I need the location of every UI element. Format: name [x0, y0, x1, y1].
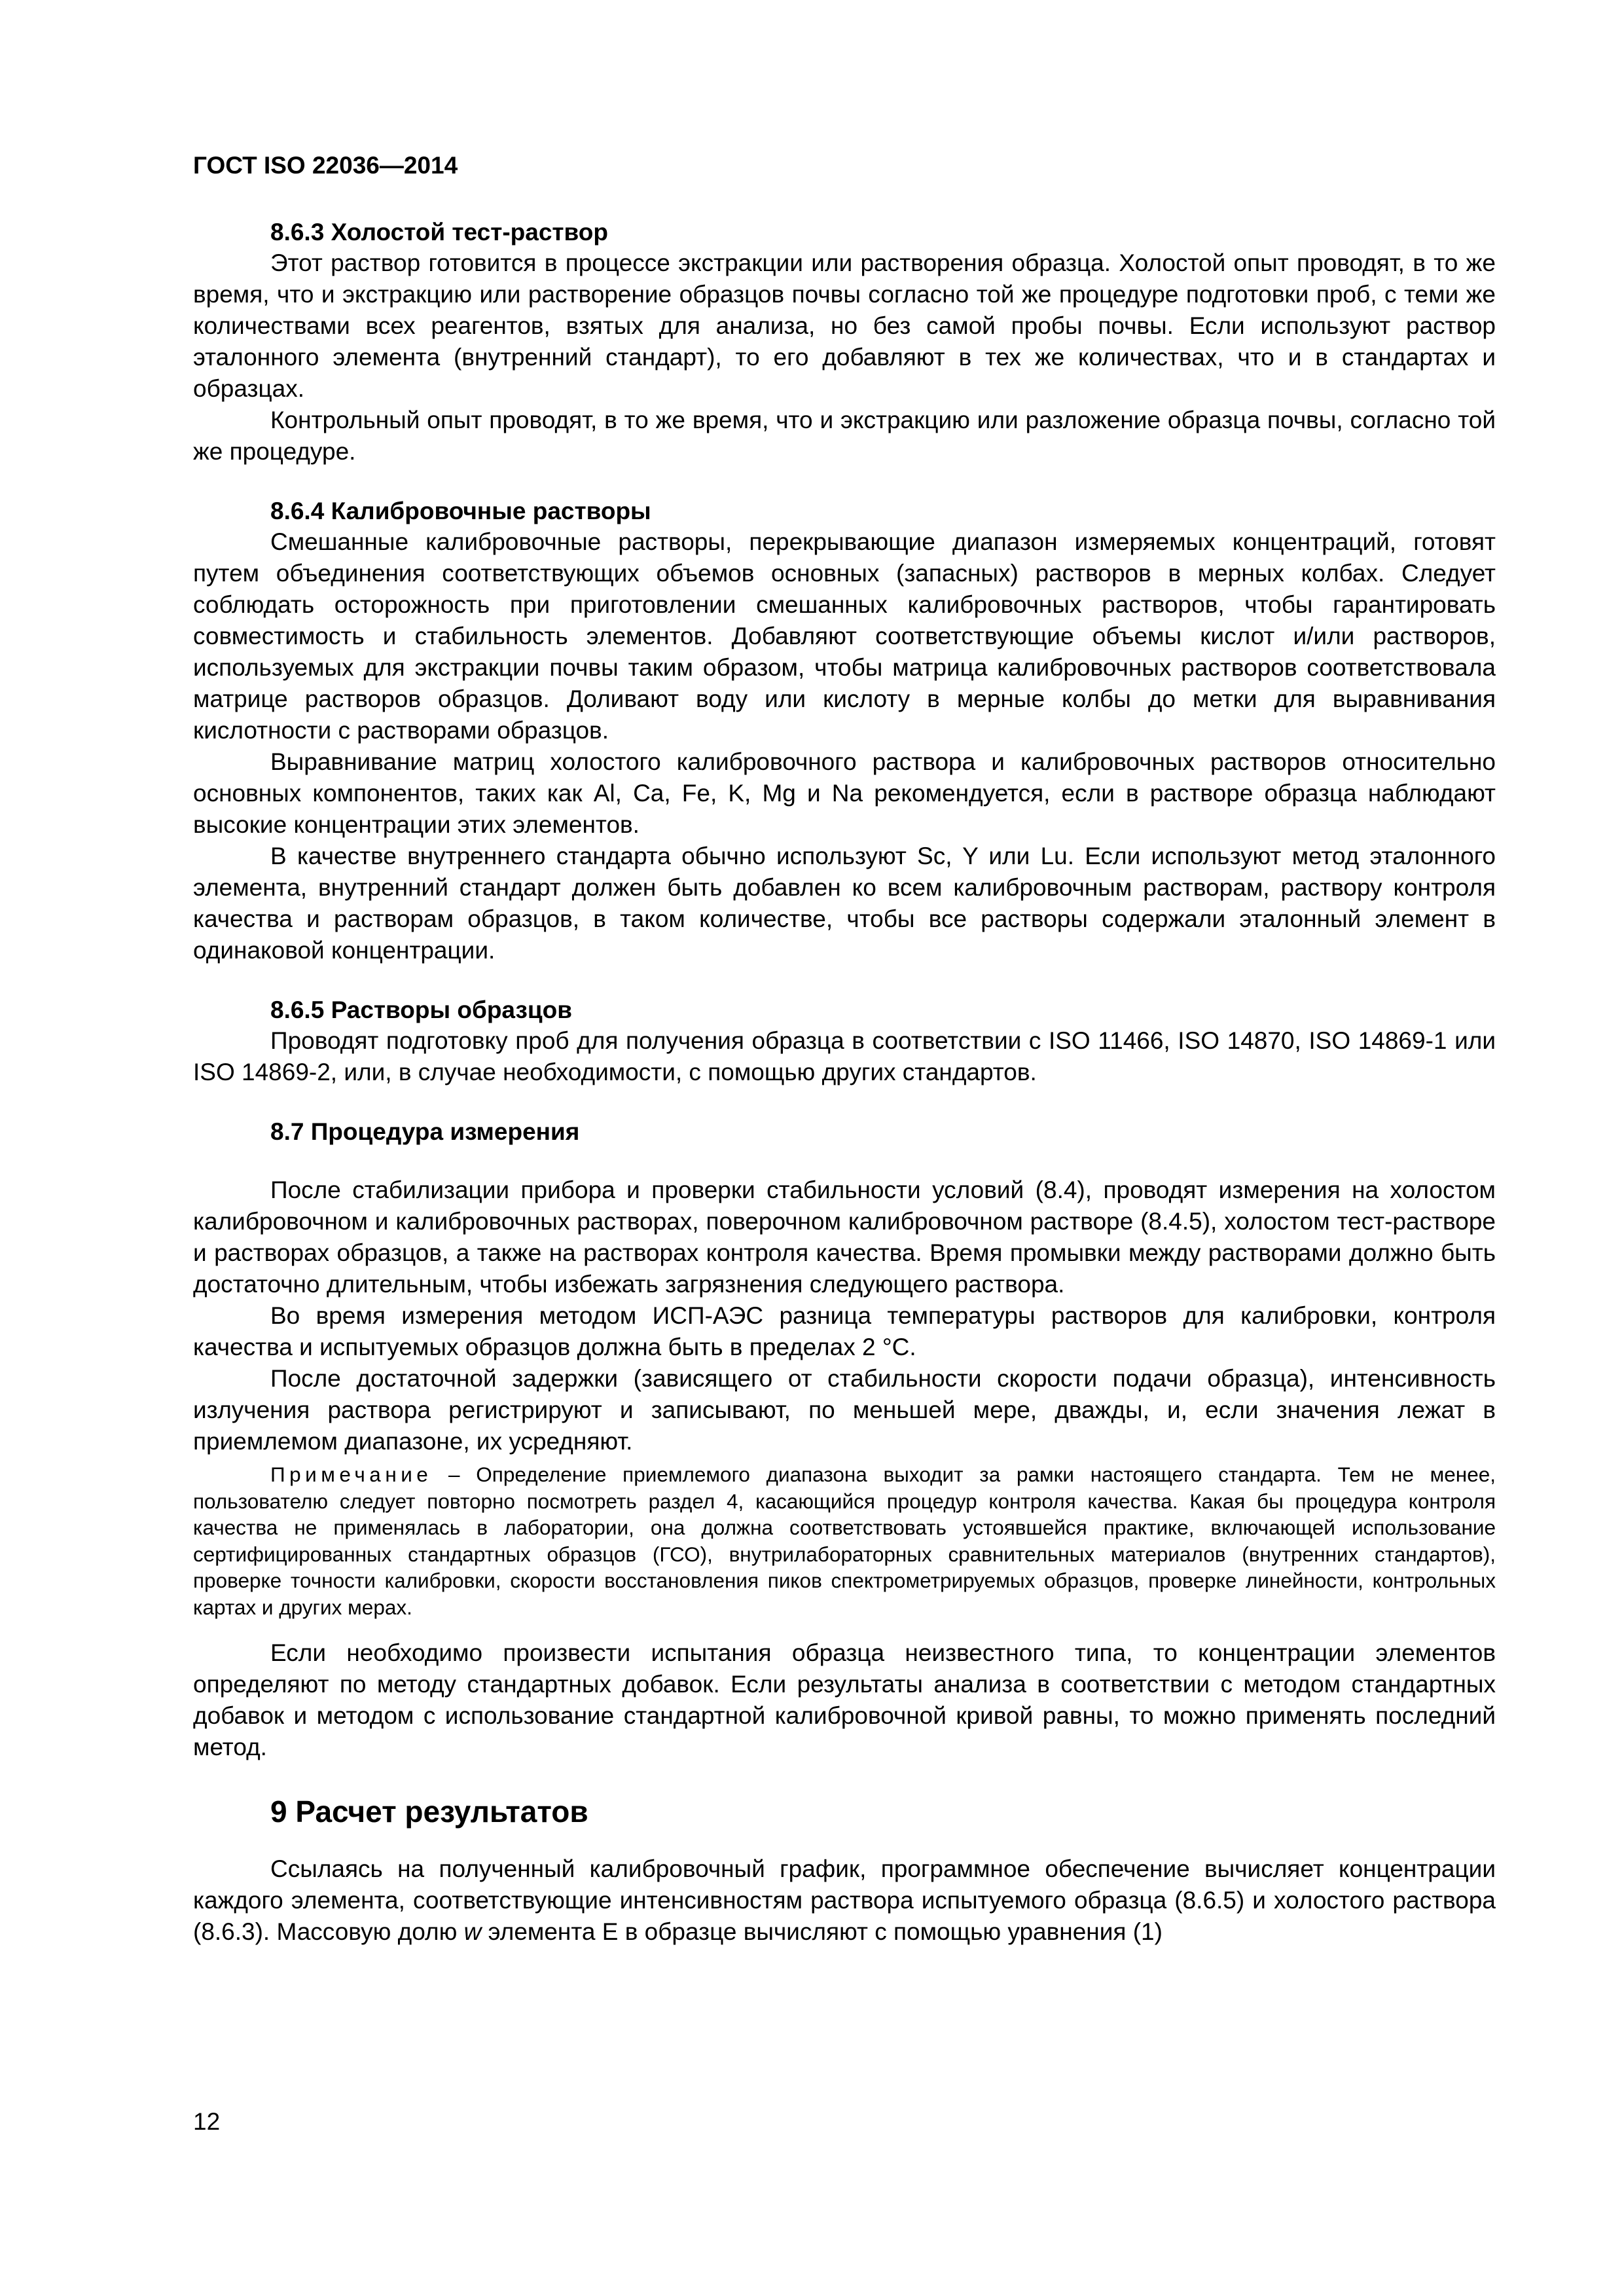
chapter-9-paragraph-1-text-b: элемента E в образце вычисляют с помощью уравнения (1) — [481, 1918, 1163, 1945]
section-8-6-4-paragraph-3: В качестве внутреннего стандарта обычно используют Sc, Y или Lu. Если используют метод эталонного элемента, внутренний стандарт должен быть добавлен ко всем калибровочным растворам, раствору контроля качества и растворам образцов, в таком количестве, чтобы все растворы содержали эталонный элемент в одинаковой концентрации. — [193, 843, 1496, 964]
section-8-7-paragraph-4: Если необходимо произвести испытания образца неизвестного типа, то концентрации элементов определяют по методу стандартных добавок. Если результаты анализа в соответствии с методом стандартных добавок и методом с использование стандартной калибровочной кривой равны, то можно применять последний метод. — [193, 1639, 1496, 1760]
chapter-9-paragraph-1-text-a: Ссылаясь на полученный калибровочный график, программное обеспечение вычисляет концентрации каждого элемента, соответствующие интенсивностям раствора испытуемого образца (8.6.5) и холостого раствора (8.6.3). Массовую долю — [193, 1855, 1496, 1945]
mass-fraction-symbol: w — [463, 1918, 482, 1945]
section-8-6-4-title: 8.6.4 Калибровочные растворы — [270, 498, 651, 524]
document-header: ГОСТ ISO 22036—2014 — [193, 152, 458, 179]
section-8-7-note — [193, 1461, 1496, 1620]
spacer — [193, 1088, 1496, 1117]
note-label: Примечание — [270, 1463, 433, 1486]
section-8-7-paragraph-3: После достаточной задержки (зависящего от стабильности скорости подачи образца), интенсивность излучения раствора регистрируют и записывают, по меньшей мере, дважды, и, если значения лежат в приемлемом диапазоне, их усредняют. — [193, 1365, 1496, 1455]
section-8-6-4-paragraph-1: Смешанные калибровочные растворы, перекрывающие диапазон измеряемых концентраций, готовят путем объединения соответствующих объемов основных (запасных) растворов в мерных колбах. Следует соблюдать осторожность при приготовлении смешанных калибровочных растворов, чтобы гарантировать совместимость и стабильность элементов. Добавляют соответствующие объемы кислот и/или растворов, используемых для экстракции почвы таким образом, чтобы матрица калибровочных растворов соответствовала матрице растворов образцов. Доливают воду или кислоту в мерные колбы до метки для выравнивания кислотности с растворами образцов. — [193, 528, 1496, 744]
note-text: – Определение приемлемого диапазона выходит за рамки настоящего стандарта. Тем не менее, пользователю следует повторно посмотреть раздел 4, касающийся процедур контроля качества. Какая бы процедура контроля качества не применялась в лаборатории, она должна соответствовать устоявшейся практике, включающей использование сертифицированных стандартных образцов (ГСО), внутрилабораторных сравнительных материалов (внутренних стандартов), проверке точности калибровки, скорости восстановления пиков спектрометрируемых образцов, проверке линейности, контрольных картах и других мерах. — [193, 1463, 1496, 1619]
section-8-7-title: 8.7 Процедура измерения — [270, 1118, 580, 1145]
spacer — [193, 1620, 1496, 1637]
spacer — [193, 966, 1496, 995]
section-8-7-paragraph-1: После стабилизации прибора и проверки стабильности условий (8.4), проводят измерения на холостом калибровочном и калибровочных растворах, поверочном калибровочном растворе (8.4.5), холостом тест-растворе и растворах образцов, а также на растворах контроля качества. Время промывки между растворами должно быть достаточно длительным, чтобы избежать загрязнения следующего раствора. — [193, 1176, 1496, 1298]
section-8-6-5-paragraph-1: Проводят подготовку проб для получения образца в соответствии с ISO 11466, ISO 14870, ISO 14869-1 или ISO 14869-2, или, в случае необходимости, с помощью других стандартов. — [193, 1027, 1496, 1085]
section-8-6-4-paragraph-2: Выравнивание матриц холостого калибровочного раствора и калибровочных растворов относительно основных компонентов, таких как Al, Ca, Fe, K, Mg и Na рекомендуется, если в растворе образца наблюдают высокие концентрации этих элементов. — [193, 748, 1496, 838]
chapter-9-title: 9 Расчет результатов — [270, 1795, 588, 1829]
section-8-6-5-title: 8.6.5 Растворы образцов — [270, 996, 572, 1023]
spacer — [193, 1147, 1496, 1175]
page-content — [193, 151, 1496, 1948]
spacer — [193, 1831, 1496, 1853]
section-8-6-3-paragraph-1: Этот раствор готовится в процессе экстракции или растворения образца. Холостой опыт проводят, в то же время, что и экстракцию или растворение образцов почвы согласно той же процедуре подготовки проб, с теми же количествами всех реагентов, взятых для анализа, но без самой пробы почвы. Если используют раствор эталонного элемента (внутренний стандарт), то его добавляют в тех же количествах, что и в стандартах и образцах. — [193, 249, 1496, 402]
section-8-6-3-paragraph-2: Контрольный опыт проводят, в то же время, что и экстракцию или разложение образца почвы, согласно той же процедуре. — [193, 407, 1496, 465]
section-8-7-paragraph-2: Во время измерения методом ИСП-АЭС разница температуры растворов для калибровки, контроля качества и испытуемых образцов должна быть в пределах 2 °С. — [193, 1302, 1496, 1360]
spacer — [193, 467, 1496, 496]
spacer — [193, 1763, 1496, 1792]
page-number: 12 — [193, 2108, 221, 2135]
chapter-9-paragraph-1 — [193, 1853, 1496, 1948]
section-8-6-3-title: 8.6.3 Холостой тест-раствор — [270, 219, 608, 246]
